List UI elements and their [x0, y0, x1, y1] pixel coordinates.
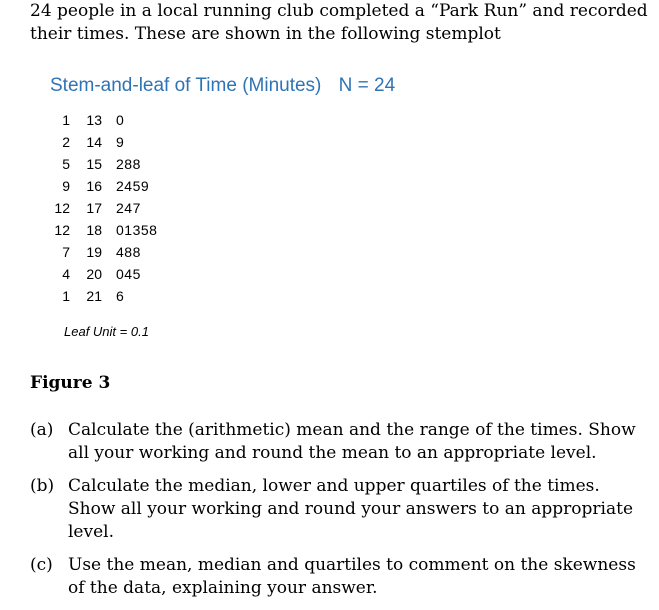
depth-value: 12: [54, 200, 70, 216]
stem-value: 14: [86, 134, 102, 150]
question-item: [30, 419, 650, 465]
stemplot-n-label: N = 24: [338, 75, 396, 96]
stem-value: 21: [86, 288, 102, 304]
stem-value: 16: [86, 178, 102, 194]
depth-value: 7: [62, 244, 70, 260]
depth-value: 2: [62, 134, 70, 150]
question-label: (b): [30, 476, 55, 496]
leaves-value: 0: [116, 112, 125, 128]
stem-value: 17: [86, 200, 102, 216]
stem-value: 18: [86, 222, 102, 238]
question-label: (a): [30, 420, 54, 440]
leaves-value: 488: [116, 244, 141, 260]
leaves-value: 288: [116, 156, 141, 172]
depth-value: 1: [62, 112, 70, 128]
depth-value: 1: [62, 288, 70, 304]
leaves-value: 247: [116, 200, 141, 216]
question-item: [30, 475, 650, 544]
depth-value: 9: [62, 178, 70, 194]
stemplot-title: [50, 75, 395, 97]
question-list: [30, 419, 650, 610]
figure-caption: Figure 3: [30, 373, 111, 393]
leaves-value: 01358: [116, 222, 158, 238]
stem-value: 19: [86, 244, 102, 260]
leaves-value: 6: [116, 288, 125, 304]
leaves-value: 045: [116, 266, 141, 282]
stemplot-title-text: Stem-and-leaf of Time (Minutes): [50, 75, 322, 96]
question-text: Calculate the (arithmetic) mean and the range of the times. Show all your working and round the mean to an appropriate level.: [68, 420, 636, 463]
depth-value: 4: [62, 266, 70, 282]
question-item: [30, 554, 650, 600]
stem-value: 20: [86, 266, 102, 282]
leaves-value: 9: [116, 134, 125, 150]
stem-value: 15: [86, 156, 102, 172]
leaves-value: 2459: [116, 178, 150, 194]
leaf-unit-note: Leaf Unit = 0.1: [64, 324, 149, 339]
question-text: Calculate the median, lower and upper quartiles of the times. Show all your working and round your answers to an appropriate level.: [68, 476, 634, 542]
question-text: Use the mean, median and quartiles to comment on the skewness of the data, explaining your answer.: [68, 555, 636, 598]
stem-value: 13: [86, 112, 102, 128]
question-label: (c): [30, 555, 53, 575]
intro-text: 24 people in a local running club completed a “Park Run” and recorded their times. These are shown in the following stemplot: [30, 1, 648, 44]
depth-value: 12: [54, 222, 70, 238]
depth-value: 5: [62, 156, 70, 172]
